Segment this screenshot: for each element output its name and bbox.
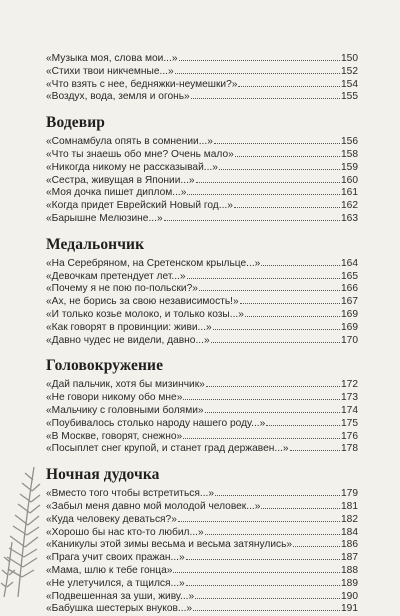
dot-leader — [186, 584, 340, 586]
page-number: 186 — [341, 539, 358, 551]
entry-title: «Подвешенная за уши, живу...» — [46, 590, 195, 602]
toc-entry — [46, 392, 358, 405]
page-number: 162 — [341, 200, 358, 212]
dot-leader — [178, 520, 340, 522]
page-number: 161 — [341, 187, 358, 199]
page-number: 176 — [341, 430, 358, 442]
page-number: 191 — [341, 603, 358, 615]
toc-section — [46, 466, 358, 616]
toc-entry — [46, 258, 358, 271]
dot-leader — [211, 341, 340, 343]
entry-title: «Каникулы этой зимы весьма и весьма затянулись» — [46, 539, 293, 551]
entry-title: «И только козье молоко, и только козы...» — [46, 308, 244, 320]
dot-leader — [219, 168, 340, 170]
page-number: 164 — [341, 257, 358, 269]
dot-leader — [179, 59, 340, 61]
entry-title: «Мама, шлю к тебе гонца» — [46, 564, 173, 576]
toc-entry — [46, 418, 358, 431]
toc-entry — [46, 501, 358, 514]
dot-leader — [234, 206, 340, 208]
toc-section — [46, 53, 358, 104]
entry-title: «Воздух, вода, земля и огонь» — [46, 91, 190, 103]
entry-title: «Дай пальчик, хотя бы мизинчик» — [46, 379, 205, 391]
page-number: 187 — [341, 552, 358, 564]
page-number: 190 — [341, 590, 358, 602]
page-number: 173 — [341, 392, 358, 404]
toc-entry — [46, 175, 358, 188]
toc-entry — [46, 136, 358, 149]
page-number: 178 — [341, 443, 358, 455]
toc-entry — [46, 162, 358, 175]
toc-entry — [46, 271, 358, 284]
toc-entry — [46, 443, 358, 456]
dot-leader — [238, 85, 340, 87]
section-title: Головокружение — [46, 357, 164, 375]
dot-leader — [193, 609, 340, 611]
toc-entry — [46, 565, 358, 578]
dot-leader — [215, 494, 340, 496]
page-number: 169 — [341, 308, 358, 320]
page-number: 167 — [341, 296, 358, 308]
dot-leader — [240, 302, 340, 304]
entry-title: «Когда придет Еврейский Новый год...» — [46, 200, 233, 212]
entry-title: «Сомнамбула опять в сомнении...» — [46, 136, 213, 148]
toc-entry — [46, 431, 358, 444]
page-number: 174 — [341, 404, 358, 416]
dot-leader — [205, 533, 340, 535]
toc-entry — [46, 527, 358, 540]
dot-leader — [214, 142, 340, 144]
table-of-contents — [46, 53, 358, 616]
dot-leader — [261, 507, 340, 509]
dot-leader — [235, 155, 340, 157]
dot-leader — [261, 264, 340, 266]
dot-leader — [173, 571, 340, 573]
dot-leader — [196, 181, 340, 183]
dot-leader — [175, 72, 340, 74]
entry-title: «Музыка моя, слова мои...» — [46, 53, 178, 64]
entry-title: «Не говори никому обо мне» — [46, 392, 183, 404]
page-number: 181 — [341, 500, 358, 512]
toc-entry — [46, 514, 358, 527]
dot-leader — [290, 449, 340, 451]
page-number: 175 — [341, 417, 358, 429]
dot-leader — [191, 97, 340, 99]
toc-entry — [46, 283, 358, 296]
toc-entry — [46, 322, 358, 335]
toc-entry — [46, 200, 358, 213]
dot-leader — [187, 193, 340, 195]
page-number: 156 — [341, 136, 358, 148]
toc-entry — [46, 66, 358, 79]
section-title: Ночная дудочка — [46, 466, 160, 484]
section-title: Водевир — [46, 114, 105, 132]
toc-entry — [46, 213, 358, 226]
entry-title: «Бабушка шестерых внуков...» — [46, 603, 193, 615]
toc-entry — [46, 335, 358, 348]
entry-title: «Стихи твои никчемные...» — [46, 65, 174, 77]
entry-title: «Давно чудес не видели, давно...» — [46, 334, 210, 346]
page-number: 150 — [341, 53, 358, 64]
toc-entry — [46, 149, 358, 162]
toc-entry — [46, 578, 358, 591]
dot-leader — [186, 558, 340, 560]
toc-entry — [46, 405, 358, 418]
dot-leader — [205, 411, 340, 413]
entry-title: «Вместо того чтобы встретиться...» — [46, 488, 215, 500]
page-number: 189 — [341, 577, 358, 589]
page-number: 166 — [341, 283, 358, 295]
toc-section — [46, 236, 358, 348]
entry-title: «Что взять с нее, бедняжки-неумешки?» — [46, 78, 238, 90]
toc-entry — [46, 379, 358, 392]
dot-leader — [183, 398, 340, 400]
page-number: 155 — [341, 91, 358, 103]
page-number: 160 — [341, 174, 358, 186]
page-number: 170 — [341, 334, 358, 346]
toc-entry — [46, 488, 358, 501]
dot-leader — [183, 437, 340, 439]
entry-title: «Ах, не борись за свою независимость!» — [46, 296, 239, 308]
toc-section — [46, 114, 358, 226]
page-number: 163 — [341, 212, 358, 224]
toc-entry — [46, 552, 358, 565]
entry-title: «Куда человеку деваться?» — [46, 513, 177, 525]
entry-title: «Забыл меня давно мой молодой человек...» — [46, 500, 261, 512]
page-number: 182 — [341, 513, 358, 525]
toc-entry — [46, 91, 358, 104]
page-number: 165 — [341, 270, 358, 282]
dot-leader — [293, 545, 340, 547]
entry-title: «Моя дочка пишет диплом...» — [46, 187, 187, 199]
page-number: 184 — [341, 526, 358, 538]
section-title: Медальончик — [46, 235, 145, 253]
toc-entry — [46, 187, 358, 200]
entry-title: «Хорошо бы нас кто-то любил...» — [46, 526, 204, 538]
page-number: 152 — [341, 65, 358, 77]
toc-entry — [46, 603, 358, 616]
toc-entry — [46, 53, 358, 66]
dot-leader — [266, 424, 340, 426]
dot-leader — [206, 385, 340, 387]
entry-title: «В Москве, говорят, снежно» — [46, 430, 183, 442]
dot-leader — [187, 277, 340, 279]
page-number: 154 — [341, 78, 358, 90]
toc-section — [46, 357, 358, 456]
page-number: 169 — [341, 321, 358, 333]
entry-title: «Мальчику с головными болями» — [46, 404, 204, 416]
entry-title: «На Серебряном, на Сретенском крыльце...» — [46, 257, 261, 269]
entry-title: «Сестра, живущая в Японии...» — [46, 174, 195, 186]
toc-entry — [46, 79, 358, 92]
page-number: 172 — [341, 379, 358, 391]
dot-leader — [199, 289, 340, 291]
entry-title: «Как говорят в провинции: живи...» — [46, 321, 212, 333]
entry-title: «Почему я не пою по-польски?» — [46, 283, 198, 295]
entry-title: «Что ты знаешь обо мне? Очень мало» — [46, 148, 234, 160]
entry-title: «Прага учит своих пражан...» — [46, 552, 185, 564]
entry-title: «Посыплет снег крупой, и станет град державен...» — [46, 443, 289, 455]
entry-title: «Не улетучился, а тщился...» — [46, 577, 185, 589]
page-number: 158 — [341, 148, 358, 160]
dot-leader — [164, 219, 340, 221]
dot-leader — [245, 315, 340, 317]
page-number: 179 — [341, 488, 358, 500]
entry-title: «Барышне Мелюзине...» — [46, 212, 163, 224]
toc-entry — [46, 296, 358, 309]
entry-title: «Поубивалось столько народу нашего роду...» — [46, 417, 266, 429]
toc-entry — [46, 309, 358, 322]
toc-entry — [46, 539, 358, 552]
page-number: 188 — [341, 564, 358, 576]
page-number: 159 — [341, 161, 358, 173]
entry-title: «Девочкам претендует лет...» — [46, 270, 186, 282]
entry-title: «Никогда никому не рассказывай...» — [46, 161, 218, 173]
dot-leader — [213, 328, 340, 330]
